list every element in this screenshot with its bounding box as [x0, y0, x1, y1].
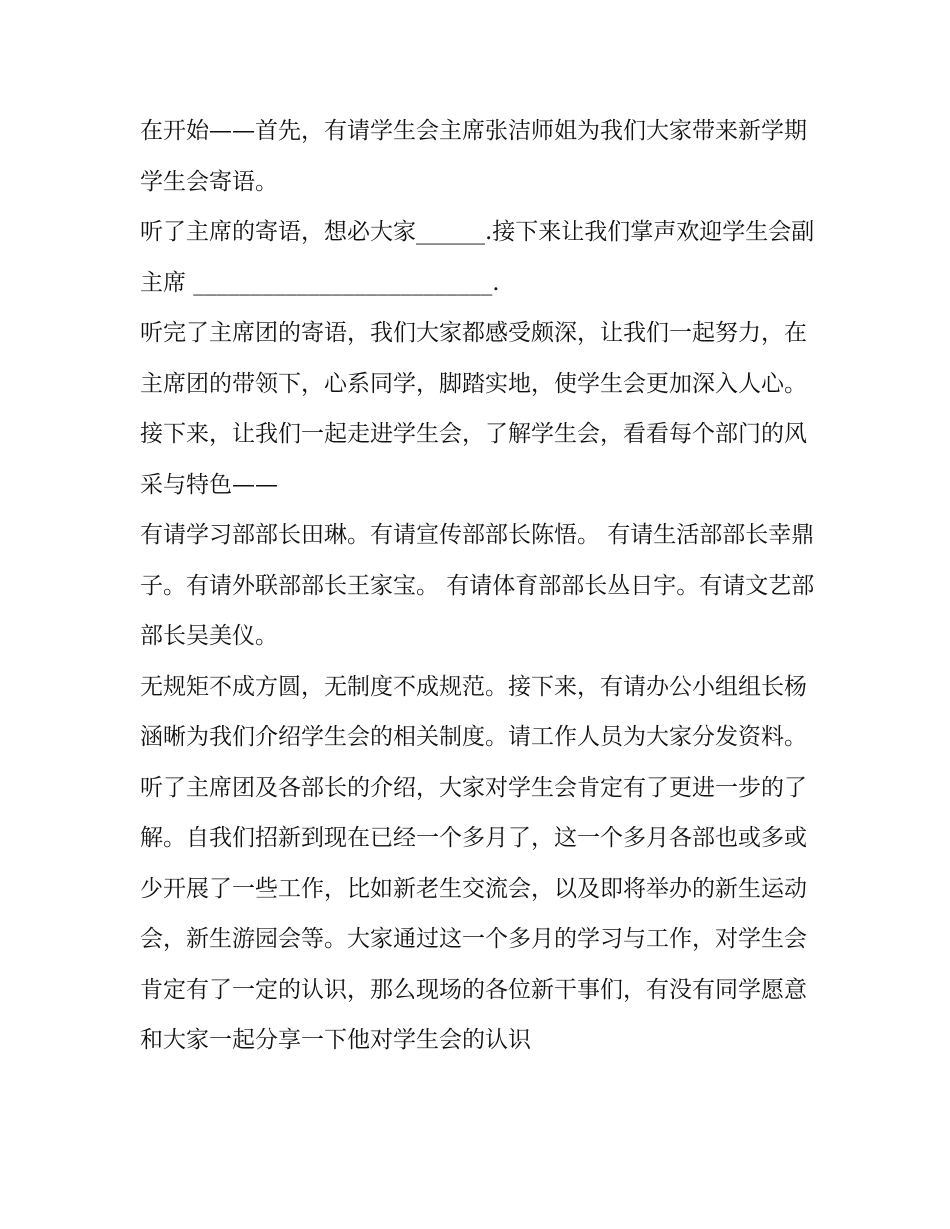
- paragraph-rules: 无规矩不成方圆，无制度不成规范。接下来，有请办公小组组长杨涵晰为我们介绍学生会的相关制度。请工作人员为大家分发资料。: [140, 673, 807, 750]
- paragraph-vice-chair: 听了主席的寄语，想必大家______.接下来让我们掌声欢迎学生会副主席 __________________________.: [140, 219, 815, 296]
- paragraph-opening: 在开始——首先，有请学生会主席张洁师姐为我们大家带来新学期学生会寄语。: [140, 118, 807, 195]
- paragraph-presidium: 听完了主席团的寄语，我们大家都感受颇深，让我们一起努力，在主席团的带领下，心系同学，脚踏实地，使学生会更加深入人心。接下来，让我们一起走进学生会，了解学生会，看看每个部门的风采与特色——: [140, 320, 807, 498]
- paragraph-sharing: 听了主席团及各部长的介绍，大家对学生会肯定有了更进一步的了解。自我们招新到现在已经一个多月了，这一个多月各部也或多或少开展了一些工作，比如新老生交流会，以及即将举办的新生运动会，新生游园会等。大家通过这一个多月的学习与工作，对学生会肯定有了一定的认识，那么现场的各位新干事们，有没有同学愿意和大家一起分享一下他对学生会的认识: [140, 774, 807, 1053]
- paragraph-department-heads: 有请学习部部长田琳。有请宣传部部长陈悟。 有请生活部部长幸鼎子。有请外联部部长王家宝。 有请体育部部长丛日宇。有请文艺部部长吴美仪。: [140, 522, 815, 649]
- document-body: [140, 106, 815, 1066]
